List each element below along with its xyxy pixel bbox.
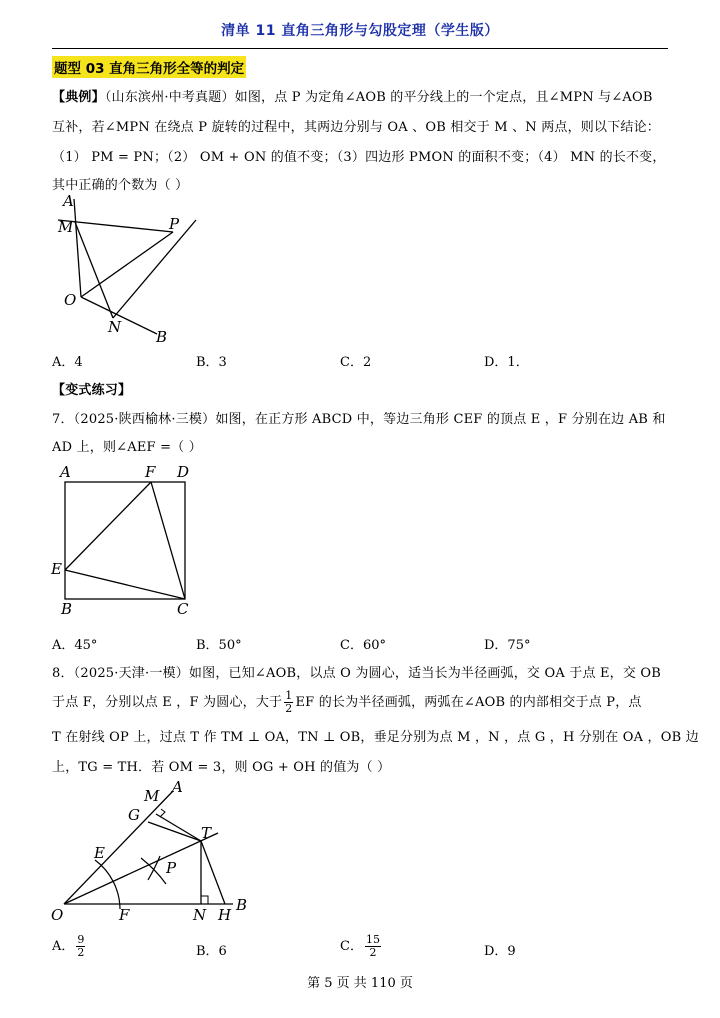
q7-option-a[interactable]: A．45°: [52, 638, 98, 653]
q8-option-c-fraction: $\frac{15}{2}$: [365, 933, 380, 959]
q8-fraction-half: $\frac{1}{2}$: [285, 689, 293, 715]
q8-option-a-fraction: $\frac{9}{2}$: [77, 933, 85, 959]
example-option-a[interactable]: A．4: [52, 355, 83, 370]
q8-text-2a: 于点 F，分别以点 E ，F 为圆心，大于: [52, 695, 283, 710]
q8-option-b[interactable]: B．6: [196, 944, 227, 959]
ray-op: [64, 833, 218, 904]
label-F: F: [145, 463, 156, 481]
example-line-4: 其中正确的个数为（ ）: [52, 178, 189, 193]
section-heading: 题型 03 直角三角形全等的判定: [52, 56, 246, 78]
label-F: F: [119, 906, 130, 924]
line-pn: [113, 220, 196, 318]
page-footer: 第 5 页 共 110 页: [307, 976, 413, 991]
example-option-d[interactable]: D．1．: [484, 355, 529, 370]
right-angle-n: [201, 896, 208, 904]
example-tag: 【典例】: [52, 90, 105, 105]
label-N: N: [108, 318, 122, 336]
example-text-1: （山东滨州·中考真题）如图，点 P 为定角∠AOB 的平分线上的一个定点，且∠MPN 与∠AOB: [104, 90, 653, 105]
q8-line-1: 8．（2025·天津·一模）如图，已知∠AOB，以点 O 为圆心，适当长为半径画弧，交 OA 于点 E，交 OB: [52, 666, 662, 681]
label-A: A: [63, 192, 74, 210]
variant-heading: 【变式练习】: [52, 383, 132, 398]
q8-line-3: T 在射线 OP 上，过点 T 作 TM ⊥ OA，TN ⊥ OB，垂足分别为点 M ，N ，点 G ，H 分别在 OA ，OB 边: [52, 730, 699, 745]
label-T: T: [201, 824, 212, 842]
side-ec: [65, 570, 185, 599]
q7-option-b[interactable]: B．50°: [196, 638, 242, 653]
side-ef: [65, 482, 151, 570]
square-abcd: [65, 482, 185, 599]
label-B: B: [156, 328, 168, 346]
label-O: O: [64, 291, 77, 309]
example-option-c[interactable]: C．2: [340, 355, 372, 370]
label-H: H: [218, 906, 232, 924]
label-B: B: [236, 896, 248, 914]
label-B: B: [61, 600, 73, 618]
q8-figure: [48, 776, 258, 926]
label-C: C: [177, 600, 189, 618]
example-line-3: （1） PM = PN；（2） OM + ON 的值不变；（3）四边形 PMON 的面积不变；（4） MN 的长不变，: [52, 150, 666, 165]
label-A: A: [60, 463, 71, 481]
label-A: A: [172, 778, 183, 796]
label-N: N: [193, 906, 207, 924]
line-th: [201, 841, 225, 904]
label-P: P: [169, 215, 180, 233]
header-divider: [52, 48, 668, 49]
q7-option-d[interactable]: D．75°: [484, 638, 531, 653]
label-G: G: [128, 806, 140, 824]
q7-line-2: AD 上，则∠AEF =（ ）: [52, 440, 202, 455]
label-M: M: [58, 218, 74, 236]
arc-f-center: [148, 856, 160, 880]
example-line-1: [52, 86, 653, 105]
example-option-b[interactable]: B．3: [196, 355, 227, 370]
line-mp: [58, 220, 173, 232]
q8-line-4: 上，TG = TH．若 OM = 3，则 OG + OH 的值为（ ）: [52, 760, 391, 775]
line-op: [81, 232, 173, 297]
side-fc: [151, 482, 185, 599]
right-angle-m: [160, 809, 165, 817]
q8-text-2b: EF 的长为半径画弧，两弧在∠AOB 的内部相交于点 P，点: [295, 695, 642, 710]
label-M: M: [144, 787, 160, 805]
q8-option-a-label: A．: [52, 939, 75, 954]
q8-line-2: [52, 690, 642, 715]
q7-figure: [48, 460, 198, 618]
ray-oa: [74, 199, 81, 297]
label-D: D: [177, 463, 190, 481]
ray-oa: [64, 791, 173, 904]
q8-option-a[interactable]: [52, 934, 87, 959]
label-E: E: [94, 844, 105, 862]
q8-option-c[interactable]: [340, 934, 383, 959]
label-P: P: [166, 859, 177, 877]
example-figure: [50, 192, 210, 348]
q7-option-c[interactable]: C．60°: [340, 638, 386, 653]
q8-option-d[interactable]: D．9: [484, 944, 516, 959]
label-E: E: [51, 560, 62, 578]
page-header-title: 清单 11 直角三角形与勾股定理（学生版）: [221, 23, 499, 39]
label-O: O: [51, 906, 64, 924]
q8-option-c-label: C．: [340, 939, 363, 954]
example-line-2: 互补，若∠MPN 在绕点 P 旋转的过程中，其两边分别与 OA 、OB 相交于 M 、N 两点，则以下结论：: [52, 120, 661, 135]
q7-line-1: 7．（2025·陕西榆林·三模）如图，在正方形 ABCD 中，等边三角形 CEF 的顶点 E ，F 分别在边 AB 和: [52, 412, 666, 427]
